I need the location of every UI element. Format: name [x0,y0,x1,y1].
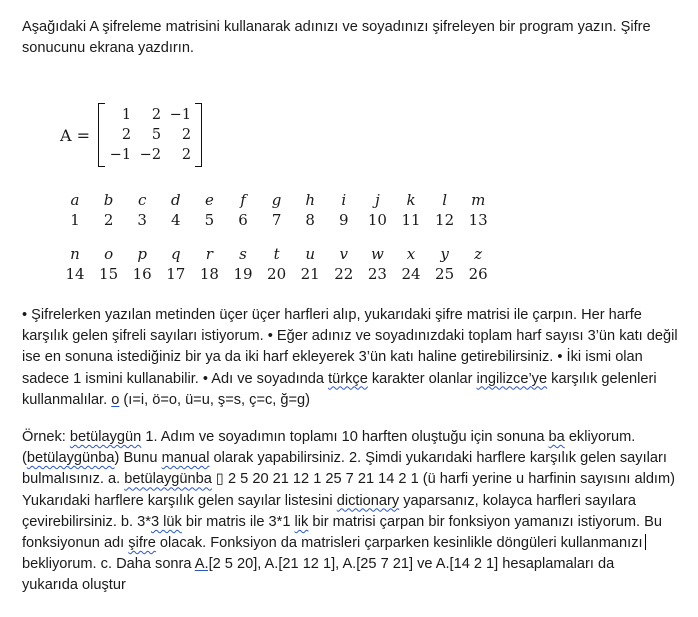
spellcheck-word: türkçe [328,370,368,387]
text: 1. Adım ve soyadımın toplamı 10 harften oluştuğu için sonuna [141,429,549,445]
matrix-cell: −1 [109,147,132,163]
alphabet-number: 8 [305,211,315,229]
text: ▯ 2 5 20 21 12 1 25 7 21 14 2 1 (ü harfi yerine u harfinin sayısını aldım) [211,471,676,488]
text: yaparsanız, kolayca harfleri sayılara [399,492,637,509]
alphabet-number: 4 [171,211,181,229]
text: Örnek: [22,429,70,445]
alphabet-letter: z [474,245,483,263]
alphabet-letter: k [406,191,416,209]
alphabet-letter: o [104,245,114,263]
intro-line: sonucunu ekrana yazdırın. [22,40,194,57]
alphabet-letter: f [240,191,246,209]
matrix-cell: 2 [181,127,192,143]
text: kullanmalılar. [22,391,112,408]
alphabet-letter: p [137,245,147,263]
rules-line: karşılık gelen şifreli sayıları istiyorum. • Eğer adınız ve soyadınızdaki toplam harf sayısı 3’ün katı değil [22,328,678,345]
alphabet-number: 14 [65,265,85,283]
rules-paragraph [22,305,678,411]
text: bir matris ile 3*1 [181,513,295,530]
alphabet-number: 3 [137,211,147,229]
example-line [22,533,675,554]
cipher-matrix [60,104,202,166]
alphabet-number: 10 [367,211,387,229]
alphabet-number: 18 [199,265,219,283]
text: karşılık gelenleri [547,370,657,387]
alphabet-letter: d [170,191,181,209]
alphabet-letter: h [305,191,316,209]
alphabet-letter: l [442,191,447,209]
spellcheck-word: ba [548,429,565,445]
spellcheck-word: betülaygünba [124,471,212,488]
example-line [22,554,675,575]
text: (ı=i, ö=o, ü=u, ş=s, ç=c, ğ=g) [119,391,310,408]
rules-line [22,369,678,390]
alphabet-number: 25 [435,265,455,283]
example-line: yukarıda oluştur [22,577,126,594]
underlined-text: A.[ [194,556,213,573]
alphabet-number: 9 [339,211,349,229]
rules-line: • Şifrelerken yazılan metinden üçer üçer harfleri alıp, yukarıdaki şifre matrisi ile çarpın. Her harfe [22,307,642,323]
intro-line: Aşağıdaki A şifreleme matrisini kullanarak adınızı ve soyadınızı şifreleyen bir program yazın. Şifre [22,19,651,35]
spellcheck-word: dictionary [336,492,400,509]
matrix-cell: 1 [121,107,132,123]
left-bracket [98,103,105,167]
example-line [22,469,675,490]
alphabet-number: 2 [103,211,114,229]
matrix-cell: 2 [181,147,192,163]
alphabet-number: 19 [233,265,253,283]
alphabet-letter: c [137,191,147,209]
matrix-label: A = [60,125,91,145]
alphabet-letter: g [271,191,282,209]
alphabet-letter: t [273,245,280,263]
spellcheck-word: manual [161,450,210,467]
matrix-cell: 2 [121,127,132,143]
underlined-letter: o [111,391,120,408]
alphabet-number: 7 [271,211,282,229]
spellcheck-word: betülaygün [69,429,142,445]
text: fonksiyonun adı [22,535,129,552]
alphabet-letter: n [70,245,80,263]
text: olarak yapabilirsiniz. 2. Şimdi yukarıdaki harflere karşılık gelen sayıları [209,450,667,467]
alphabet-number: 26 [468,265,488,283]
example-line [22,427,675,448]
alphabet-number: 1 [70,211,80,229]
alphabet-number: 24 [401,265,421,283]
spellcheck-word: ingilizce’ye [476,370,548,387]
spellcheck-word: şifre [128,535,156,552]
text: karakter olanlar [367,370,477,387]
matrix-cell: −1 [169,107,192,123]
alphabet-letter: j [375,191,380,209]
alphabet-number: 11 [401,211,421,229]
alphabet-letter: q [170,245,181,263]
intro-paragraph [22,17,651,59]
rules-line [22,390,678,411]
alphabet-letter: v [339,245,349,263]
text: olacak. Fonksiyon da matrisleri çarparken kesinlikle döngüleri kullanmanızı [155,535,643,552]
matrix-cell: 5 [151,127,162,143]
alphabet-letter: x [406,245,416,263]
example-paragraph [22,427,675,597]
spellcheck-word: 3 lük [150,513,182,530]
text: ) Bunu [114,450,162,467]
matrix-cell: −2 [139,147,162,163]
matrix-grid [105,105,195,165]
text-cursor [645,534,646,550]
text: ekliyorum. [564,429,636,445]
alphabet-letter: w [370,245,384,263]
spellcheck-word: betülaygünba [26,450,115,467]
alphabet-number: 12 [435,211,455,229]
matrix-cell: 2 [151,107,162,123]
alphabet-number: 20 [267,265,287,283]
text: Yukarıdaki harflere karşılık gelen sayılar listesini [22,492,337,509]
text: sadece 1 ismini kullanabilir. • Adı ve soyadında [22,370,329,387]
text: çevirebilirsiniz. b. 3* [22,513,151,530]
example-line [22,512,675,533]
alphabet-number: 22 [334,265,354,283]
rules-line: ise en sonuna istediğiniz bir ya da iki harf ekleyerek 3’ün katı haline getirebilirsiniz. • İki ismi olan [22,349,643,366]
alphabet-letter: e [204,191,214,209]
alphabet-number: 17 [166,265,186,283]
alphabet-letter: i [341,191,347,209]
alphabet-number: 6 [238,211,248,229]
alphabet-number: 23 [367,265,387,283]
alphabet-number: 15 [99,265,119,283]
alphabet-letter: m [471,191,486,209]
spellcheck-word: lik [294,513,309,530]
alphabet-letter: y [440,245,449,263]
alphabet-letter: r [205,245,213,263]
alphabet-letter: b [103,191,114,209]
text: ( [22,450,27,467]
alphabet-number: 5 [204,211,215,229]
alphabet-number: 21 [300,265,320,283]
text: 2 5 20], A.[21 12 1], A.[25 7 21] ve A.[14 2 1] hesaplamaları da [212,556,615,573]
alphabet-number: 16 [132,265,152,283]
text: bulmalısınız. a. [22,471,125,488]
alphabet-letter: u [305,245,316,263]
right-bracket [195,103,202,167]
example-line [22,491,675,512]
text: bekliyorum. c. Daha sonra [22,556,195,573]
text: bir matrisi çarpan bir fonksiyon yamanızı istiyorum. Bu [308,513,662,530]
alphabet-letter: s [239,245,247,263]
alphabet-number: 13 [468,211,488,229]
example-line [22,448,675,469]
alphabet-letter: a [70,191,80,209]
